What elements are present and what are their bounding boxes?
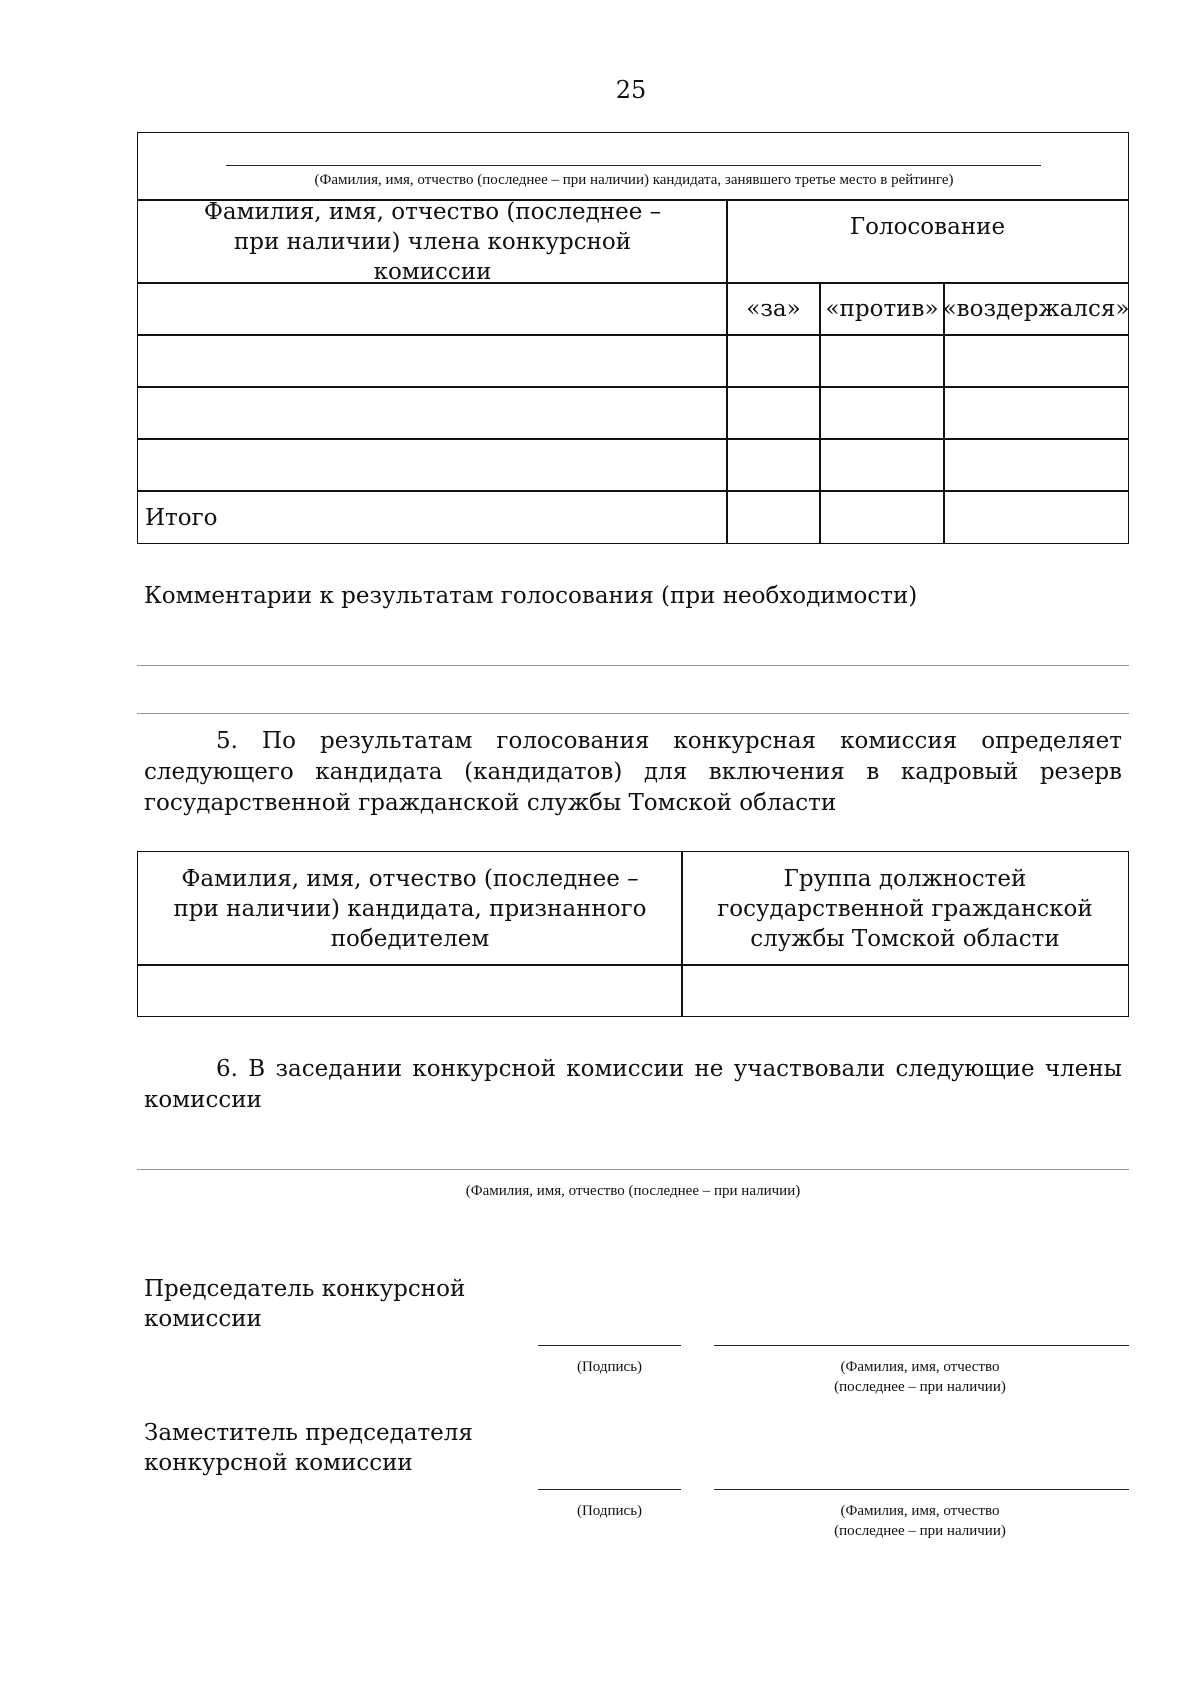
caption-text: (Фамилия, имя, отчество (последнее – при наличии) кандидата, занявшего третье место в рейтинге) [314, 172, 954, 188]
table-cell [726, 386, 821, 440]
table-cell [943, 386, 1129, 440]
vote-for-header: «за» [726, 282, 821, 336]
voting-header: Голосование [726, 199, 1129, 284]
signature-line [538, 1345, 681, 1346]
table-row [137, 334, 728, 388]
signature-caption: (Подпись) [576, 1503, 643, 1519]
total-label: Итого [137, 490, 728, 544]
table-row [137, 438, 728, 492]
section5-text: 5. По результатам голосования конкурсная комиссия определяет следующего кандидата (кандидатов) для включения в кадровый резерв государственной гражданской службы Томской области [144, 728, 1122, 816]
name-caption: (Фамилия, имя, отчество (последнее – при наличии) [834, 1503, 1006, 1539]
table-cell [819, 386, 945, 440]
table-cell [726, 438, 821, 492]
table-cell [819, 490, 945, 544]
absent-members-line [137, 1169, 1129, 1170]
caption-cell [137, 132, 1129, 201]
group-header: Группа должностей государственной гражданской службы Томской области [681, 851, 1129, 966]
chairman-role: Председатель конкурсной комиссии [144, 1276, 466, 1332]
vote-abstain-header: «воздержался» [943, 282, 1129, 336]
section6-text: 6. В заседании конкурсной комиссии не участвовали следующие члены комиссии [144, 1056, 1122, 1113]
name-line [714, 1345, 1129, 1346]
table-cell [943, 438, 1129, 492]
table-cell [943, 490, 1129, 544]
table-cell [819, 334, 945, 388]
candidate-header: Фамилия, имя, отчество (последнее – при наличии) кандидата, признанного победителем [137, 851, 683, 966]
vote-against-header: «против» [819, 282, 945, 336]
table-cell [726, 334, 821, 388]
name-caption: (Фамилия, имя, отчество (последнее – при наличии) [834, 1359, 1006, 1395]
comments-line [137, 665, 1129, 666]
signature-caption: (Подпись) [576, 1359, 643, 1375]
table-cell [681, 964, 1129, 1017]
absent-members-caption: (Фамилия, имя, отчество (последнее – при наличии) [465, 1183, 801, 1199]
signature-line [538, 1489, 681, 1490]
candidate-name-line [226, 165, 1041, 166]
name-line [714, 1489, 1129, 1490]
table-cell [726, 490, 821, 544]
comments-line [137, 713, 1129, 714]
member-name-header: Фамилия, имя, отчество (последнее – при наличии) члена конкурсной комиссии [137, 199, 728, 284]
table-cell [819, 438, 945, 492]
table-cell [137, 964, 683, 1017]
table-cell [943, 334, 1129, 388]
deputy-chairman-role: Заместитель председателя конкурсной комиссии [144, 1420, 473, 1476]
table-cell [137, 282, 728, 336]
page-number: 25 [615, 76, 647, 104]
table-row [137, 386, 728, 440]
comments-label: Комментарии к результатам голосования (при необходимости) [144, 583, 918, 609]
